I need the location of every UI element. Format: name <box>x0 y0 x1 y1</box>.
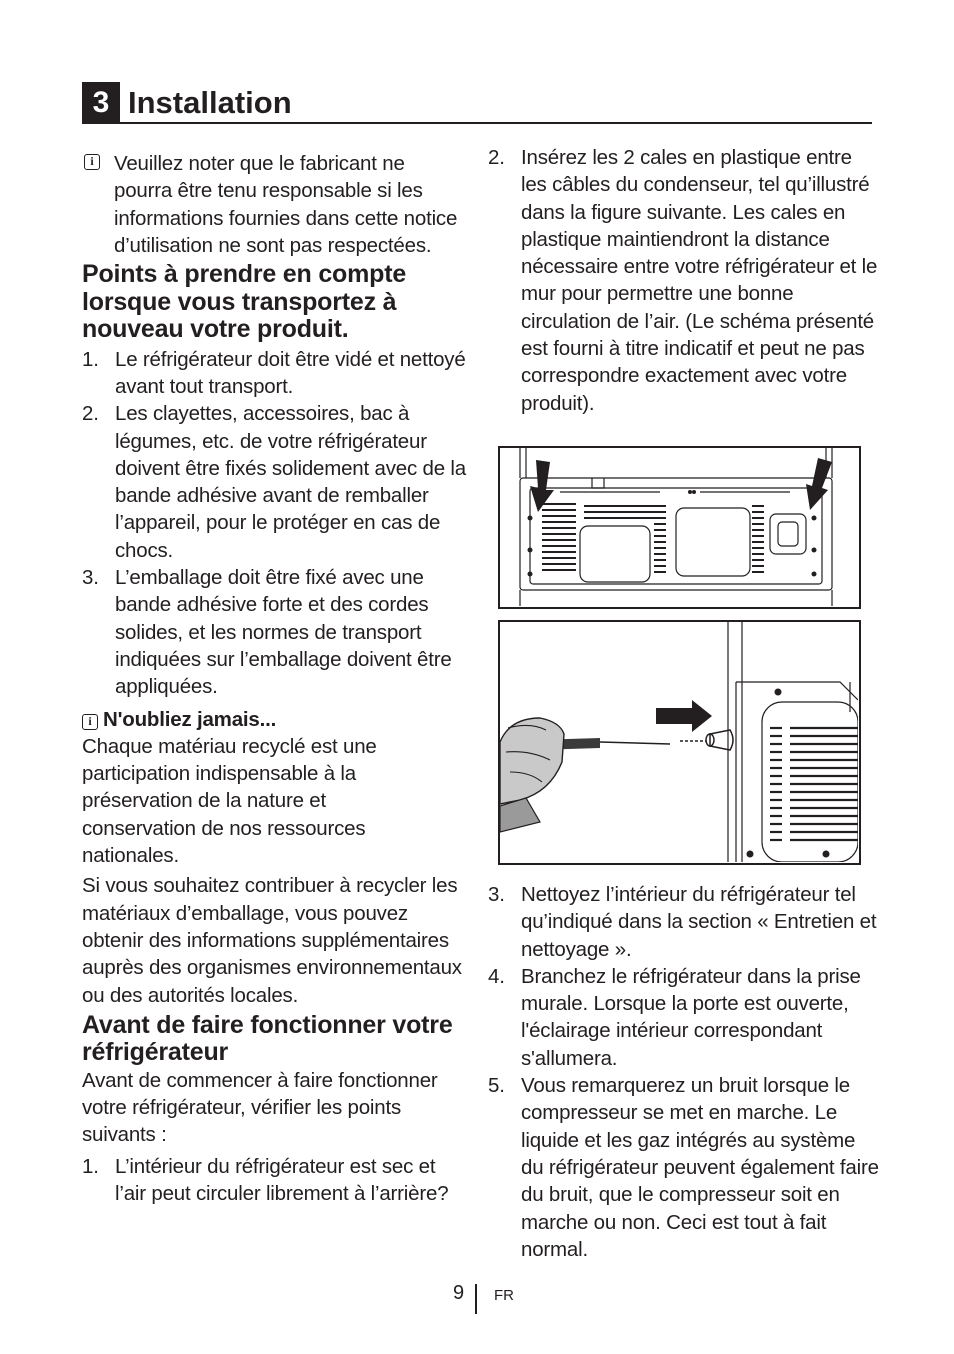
list-item-text: Le réfrigérateur doit être vidé et nettoyé avant tout transport. <box>115 347 466 398</box>
heading-transport: Points à prendre en compte lorsque vous transportez à nouveau votre produit. <box>82 260 407 344</box>
list-item-text: L’emballage doit être fixé avec une bande adhésive forte et des cordes solides, et les normes de transport indiquées sur l’emballage doivent être appliquées. <box>115 566 452 699</box>
list-number: 5. <box>488 1074 505 1098</box>
note-title: N'oubliez jamais... <box>103 707 277 731</box>
recycle-paragraph: Si vous souhaitez contribuer à recycler les matériaux d’emballage, vous pouvez obtenir des informations supplémentaires auprès des organismes environnementaux ou des autorités locales. <box>82 874 462 1007</box>
list-item-text: Insérez les 2 cales en plastique entre les câbles du condenseur, tel qu’illustré dans la figure suivante. Les cales en plastique maintiendront la distance nécessaire entre votre réfrigérateur et le mur pour permettre une bonne circulation de l’air. (Le schéma présenté est fourni à titre indicatif et peut ne pas correspondre exactement avec votre produit). <box>521 146 878 415</box>
list-item-text: Branchez le réfrigérateur dans la prise murale. Lorsque la porte est ouverte, l'éclairage intérieur correspondant s'allumera. <box>521 964 861 1070</box>
list-number: 2. <box>488 146 505 169</box>
info-icon: i <box>84 154 100 170</box>
list-number: 2. <box>82 402 99 426</box>
recycle-text: Chaque matériau recyclé est une participation indispensable à la préservation de la nature et conservation de nos ressources nationales. <box>82 734 377 868</box>
list-number: 4. <box>488 964 505 988</box>
right-column-bottom <box>488 881 880 1263</box>
footer-divider <box>475 1284 477 1314</box>
before-operating-intro: Avant de commencer à faire fonctionner votre réfrigérateur, vérifier les points suivants : <box>82 1068 438 1147</box>
info-icon: i <box>82 714 98 730</box>
note-text: Veuillez noter que le fabricant ne pourra être tenu responsable si les informations fournies dans cette notice d’utilisation ne sont pas respectées. <box>114 152 458 257</box>
condenser-back-panel-illustration <box>498 446 861 609</box>
left-column <box>82 150 467 1207</box>
transport-list <box>82 346 467 701</box>
list-number: 1. <box>82 347 99 371</box>
list-item-text: Vous remarquerez un bruit lorsque le compresseur se met en marche. Le liquide et les gaz intégrés au système du réfrigérateur peuvent également faire du bruit, que le compresseur soit en marche ou non. Ceci est tout à fait normal. <box>521 1074 879 1261</box>
list-item <box>82 400 467 564</box>
list-number: 1. <box>82 1154 99 1178</box>
list-item <box>82 346 467 401</box>
screwdriver-spacer-illustration <box>498 620 861 865</box>
list-item <box>82 1153 467 1208</box>
list-item <box>82 564 467 700</box>
list-number: 3. <box>82 566 99 590</box>
list-number: 3. <box>488 883 505 906</box>
right-column-top <box>488 144 880 417</box>
screwdriver-svg <box>500 622 858 862</box>
condenser-svg <box>500 448 858 606</box>
list-item <box>488 144 880 417</box>
note-heading <box>82 706 467 733</box>
language-code: FR <box>494 1287 514 1304</box>
title-underline <box>82 122 872 124</box>
install-list <box>488 144 880 417</box>
page-number: 9 <box>453 1282 465 1304</box>
list-item-text: L’intérieur du réfrigérateur est sec et l’air peut circuler librement à l’arrière? <box>115 1154 449 1205</box>
page-title: Installation <box>128 85 292 120</box>
check-list <box>82 1153 467 1208</box>
list-item <box>488 1072 880 1263</box>
list-item-text: Les clayettes, accessoires, bac à légumes, etc. de votre réfrigérateur doivent être fixés solidement avec de la bande adhésive avant de remballer l’appareil, pour le protéger en cas de chocs. <box>115 402 466 562</box>
list-item <box>488 881 880 963</box>
list-item <box>488 963 880 1072</box>
list-item-text: Nettoyez l’intérieur du réfrigérateur tel qu’indiqué dans la section « Entretien et nettoyage ». <box>521 883 877 961</box>
note-block <box>82 150 467 259</box>
heading-before-operating: Avant de faire fonctionner votre réfrigérateur <box>82 1010 453 1067</box>
install-list-continued <box>488 881 880 1263</box>
section-number-box: 3 <box>82 82 120 124</box>
